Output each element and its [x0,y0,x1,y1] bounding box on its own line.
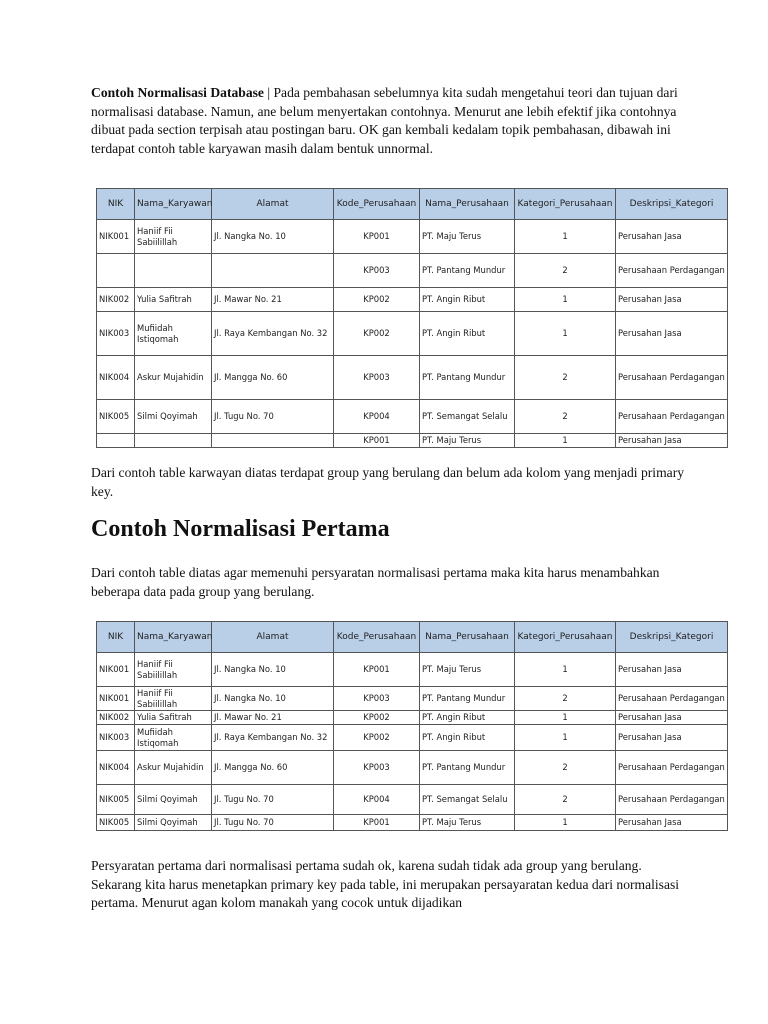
table-row [97,434,728,448]
table-cell: NIK003 [97,312,135,356]
table-row [97,400,728,434]
table-cell: PT. Angin Ribut [420,288,515,312]
table-cell: Perusahaan Perdagangan [616,356,728,400]
table-cell: NIK002 [97,711,135,725]
table-cell: Perusahan Jasa [616,220,728,254]
table-header [97,189,728,220]
table-cell: PT. Angin Ribut [420,725,515,751]
column-header: Alamat [212,189,334,220]
table-cell: KP004 [334,400,420,434]
table-cell [212,434,334,448]
table-cell: NIK005 [97,785,135,815]
table-cell: Silmi Qoyimah [135,785,212,815]
table-cell: Askur Mujahidin [135,751,212,785]
table-cell: 2 [515,785,616,815]
table-cell: NIK005 [97,400,135,434]
table-cell: NIK005 [97,815,135,831]
table-body [97,220,728,448]
table-cell: KP002 [334,711,420,725]
table-cell: 2 [515,687,616,711]
table-cell: NIK003 [97,725,135,751]
table-cell: KP002 [334,288,420,312]
table-cell: 1 [515,434,616,448]
table-cell: Jl. Mangga No. 60 [212,751,334,785]
table-cell: Mufiidah Istiqomah [135,725,212,751]
employee-table-1nf [96,621,728,831]
table-cell: Jl. Nangka No. 10 [212,220,334,254]
table-cell: PT. Pantang Mundur [420,356,515,400]
table-cell: Jl. Raya Kembangan No. 32 [212,312,334,356]
table-cell: Jl. Mawar No. 21 [212,711,334,725]
table-cell: 1 [515,725,616,751]
table-cell: KP001 [334,815,420,831]
column-header: Kategori_Perusahaan [515,622,616,653]
table-cell: 2 [515,400,616,434]
table-cell: Jl. Tugu No. 70 [212,815,334,831]
column-header: Kategori_Perusahaan [515,189,616,220]
before-table2-paragraph: Dari contoh table diatas agar memenuhi persyaratan normalisasi pertama maka kita harus menambahkan beberapa data pada group yang berulang. [91,565,660,599]
table-cell: NIK004 [97,751,135,785]
table-cell [135,434,212,448]
column-header: Deskripsi_Kategori [616,189,728,220]
table-cell: Perusahan Jasa [616,434,728,448]
column-header: Kode_Perusahaan [334,622,420,653]
table-cell: Jl. Tugu No. 70 [212,400,334,434]
table-cell: NIK001 [97,220,135,254]
table-cell: Perusahan Jasa [616,653,728,687]
table-cell: Haniif Fii Sabiilillah [135,220,212,254]
table-cell: PT. Angin Ribut [420,312,515,356]
table-cell: 2 [515,356,616,400]
column-header: Nama_Karyawan [135,189,212,220]
section-heading: Contoh Normalisasi Pertama [91,516,390,542]
intro-text: | Pada pembahasan sebelumnya kita sudah mengetahui teori dan tujuan dari normalisasi database. Namun, ane belum menyertakan contohnya. Menurut ane lebih efektif jika contohnya dibuat pada section terpisah atau postingan baru. OK gan kembali kedalam topik pembahasan, dibawah ini terdapat contoh table karyawan masih dalam bentuk unnormal. [91,85,678,156]
table-cell: NIK004 [97,356,135,400]
table-cell: Perusahaan Perdagangan [616,751,728,785]
table-cell: 1 [515,815,616,831]
table-cell: 1 [515,711,616,725]
table-row [97,356,728,400]
table-cell: KP003 [334,356,420,400]
table-cell: KP001 [334,220,420,254]
table-cell: Perusahaan Perdagangan [616,254,728,288]
after-table2-paragraph: Persyaratan pertama dari normalisasi pertama sudah ok, karena sudah tidak ada group yang berulang. Sekarang kita harus menetapkan primary key pada table, ini merupakan persayaratan kedua dari normalisasi pertama. Menurut agan kolom manakah yang cocok untuk dijadikan [91,858,680,910]
column-header: Nama_Karyawan [135,622,212,653]
table-cell: Jl. Nangka No. 10 [212,653,334,687]
table-cell: 2 [515,254,616,288]
table-cell: PT. Maju Terus [420,815,515,831]
table-row [97,711,728,725]
table-row [97,815,728,831]
table-cell: Yulia Safitrah [135,711,212,725]
table-row [97,312,728,356]
table-cell: PT. Maju Terus [420,220,515,254]
table-row [97,254,728,288]
table-cell: KP002 [334,725,420,751]
table-cell: 1 [515,288,616,312]
table-cell: Jl. Mawar No. 21 [212,288,334,312]
table-cell: PT. Pantang Mundur [420,751,515,785]
table-cell: Jl. Nangka No. 10 [212,687,334,711]
table-cell: KP003 [334,687,420,711]
table-cell: KP003 [334,751,420,785]
table-cell: Jl. Mangga No. 60 [212,356,334,400]
column-header: Alamat [212,622,334,653]
intro-bold-title: Contoh Normalisasi Database [91,85,264,100]
table-cell: PT. Semangat Selalu [420,400,515,434]
table-cell: NIK001 [97,653,135,687]
table-cell: Perusahaan Perdagangan [616,687,728,711]
table-body [97,653,728,831]
table-row [97,725,728,751]
table-cell: Perusahan Jasa [616,725,728,751]
table-cell: Jl. Raya Kembangan No. 32 [212,725,334,751]
column-header: NIK [97,189,135,220]
table-cell: KP003 [334,254,420,288]
table-row [97,220,728,254]
table-cell: Perusahan Jasa [616,711,728,725]
table-cell [212,254,334,288]
table-header [97,622,728,653]
table-cell: Mufiidah Istiqomah [135,312,212,356]
table-cell: Perusahan Jasa [616,815,728,831]
table-cell: Perusahaan Perdagangan [616,785,728,815]
table-cell: Perusahan Jasa [616,288,728,312]
table-cell [97,254,135,288]
table-cell: PT. Pantang Mundur [420,254,515,288]
table-row [97,751,728,785]
table-cell: KP004 [334,785,420,815]
table-cell: Haniif Fii Sabiilillah [135,687,212,711]
table-row [97,288,728,312]
table-cell: KP001 [334,653,420,687]
table-cell: Yulia Safitrah [135,288,212,312]
table-cell: 1 [515,653,616,687]
header-row [97,622,728,653]
table-cell: Jl. Tugu No. 70 [212,785,334,815]
table-cell [97,434,135,448]
column-header: Deskripsi_Kategori [616,622,728,653]
table-cell: Silmi Qoyimah [135,815,212,831]
column-header: Kode_Perusahaan [334,189,420,220]
table-cell: PT. Pantang Mundur [420,687,515,711]
header-row [97,189,728,220]
table-cell: 2 [515,751,616,785]
table-cell: Perusahan Jasa [616,312,728,356]
table-cell: 1 [515,312,616,356]
table-cell: Perusahaan Perdagangan [616,400,728,434]
table-cell: Silmi Qoyimah [135,400,212,434]
table-row [97,785,728,815]
table-cell: Askur Mujahidin [135,356,212,400]
column-header: Nama_Perusahaan [420,189,515,220]
table-row [97,653,728,687]
table-cell [135,254,212,288]
table-cell: KP002 [334,312,420,356]
table-cell: NIK001 [97,687,135,711]
table-cell: KP001 [334,434,420,448]
table-cell: NIK002 [97,288,135,312]
table-cell: PT. Semangat Selalu [420,785,515,815]
column-header: Nama_Perusahaan [420,622,515,653]
column-header: NIK [97,622,135,653]
table-row [97,687,728,711]
intro-paragraph [91,84,691,158]
table-cell: Haniif Fii Sabiilillah [135,653,212,687]
employee-table-unnormal [96,188,728,448]
table-cell: 1 [515,220,616,254]
table-cell: PT. Angin Ribut [420,711,515,725]
after-table1-paragraph: Dari contoh table karwayan diatas terdapat group yang berulang dan belum ada kolom yang menjadi primary key. [91,465,685,499]
table-cell: PT. Maju Terus [420,653,515,687]
table-cell: PT. Maju Terus [420,434,515,448]
